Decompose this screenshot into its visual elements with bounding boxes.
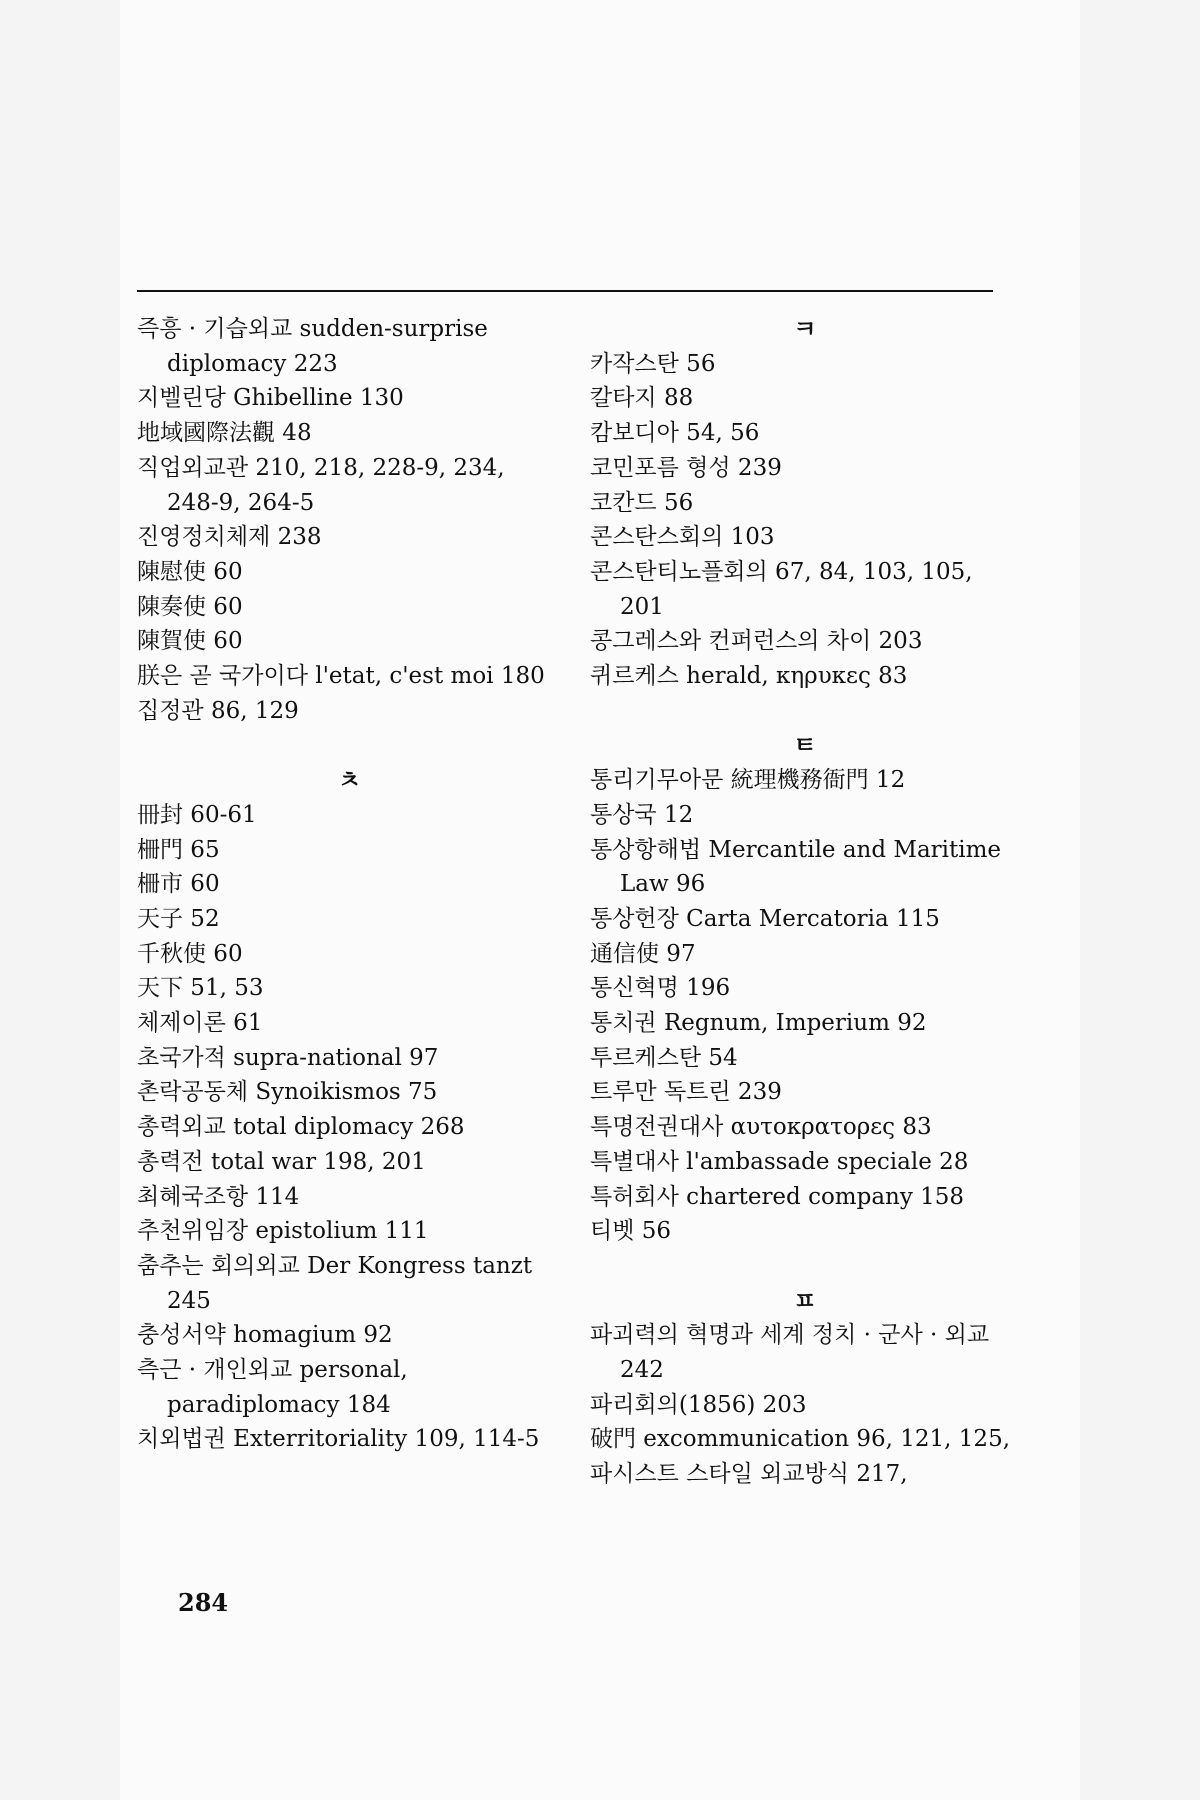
index-entry: 陳奏使 60 [137,593,243,620]
index-entry: 특허회사 chartered company 158 [590,1183,965,1210]
index-entry: 초국가적 supra-national 97 [137,1044,439,1071]
index-entry: 퀴르케스 herald, κηρυκες 83 [590,663,908,690]
index-entry: 지벨린당 Ghibelline 130 [137,385,404,412]
index-entry: 통리기무아문 統理機務衙門 12 [590,767,906,794]
index-entry: 通信使 97 [590,940,696,967]
index-entry: 총력외교 total diplomacy 268 [137,1114,465,1141]
index-entry: 朕은 곧 국가이다 l'etat, c'est moi 180 [137,663,545,690]
index-entry: 柵市 60 [137,871,220,898]
index-entry: 파시스트 스타일 외교방식 217, [590,1461,908,1488]
index-entry: 캄보디아 54, 56 [590,420,760,447]
index-entry: 최혜국조항 114 [137,1183,300,1210]
index-entry: 陳慰使 60 [137,558,243,585]
index-entry: 트루만 독트린 239 [590,1079,782,1106]
index-entry: 통치권 Regnum, Imperium 92 [590,1010,927,1037]
index-entry: 충성서약 homagium 92 [137,1322,393,1349]
index-entry: 天下 51, 53 [137,975,264,1002]
index-entry: 추천위임장 epistolium 111 [137,1218,429,1245]
index-entry: 통신혁명 196 [590,975,731,1002]
index-entry: 天子 52 [137,905,220,932]
index-entry: 콘스탄티노플회의 67, 84, 103, 105, 201 [590,558,973,620]
index-entry: 춤추는 회의외교 Der Kongress tanzt 245 [137,1252,533,1314]
index-entry: 파리회의(1856) 203 [590,1391,807,1418]
index-entry: 특명전권대사 αυτοκρατορες 83 [590,1114,932,1141]
index-entry: 투르케스탄 54 [590,1044,738,1071]
index-entry: 陳賀使 60 [137,628,243,655]
index-entry: 체제이론 61 [137,1010,263,1037]
index-entry: 치외법권 Exterritoriality 109, 114-5 [137,1426,540,1453]
index-entry: 코칸드 56 [590,489,694,516]
section-heading-pieup: ㅍ [793,1285,817,1315]
index-entry: 진영정치체제 238 [137,524,322,551]
index-entry: 地域國際法觀 48 [137,420,312,447]
index-entry: 측근 · 개인외교 personal, paradiplomacy 184 [137,1357,408,1418]
index-entry: 통상국 12 [590,801,694,828]
index-entry: 파괴력의 혁명과 세계 정치 · 군사 · 외교 242 [590,1322,990,1384]
index-entry: 콘스탄스회의 103 [590,524,775,551]
index-entry: 칼타지 88 [590,385,694,412]
top-rule [137,290,993,292]
index-entry: 콩그레스와 컨퍼런스의 차이 203 [590,628,923,655]
index-entry: 집정관 86, 129 [137,697,299,724]
index-entry: 冊封 60-61 [137,801,257,828]
section-heading-kieuk: ㅋ [793,314,817,343]
index-entry: 통상항해법 Mercantile and Maritime Law 96 [590,836,1002,898]
section-heading-tieut: ㅌ [793,730,817,760]
index-entry: 직업외교관 210, 218, 228-9, 234, 248-9, 264-5 [137,454,505,516]
index-entry: 촌락공동체 Synoikismos 75 [137,1079,438,1106]
index-entry: 破門 excommunication 96, 121, 125, [590,1426,1011,1453]
index-entry: 특별대사 l'ambassade speciale 28 [590,1148,969,1175]
index-entry: 통상헌장 Carta Mercatoria 115 [590,905,940,932]
index-entry: 柵門 65 [137,836,220,863]
index-entry: 코민포름 형성 239 [590,454,782,481]
section-heading-chieut: ㅊ [337,765,362,795]
index-entry: 총력전 total war 198, 201 [137,1148,426,1175]
index-entry: 카작스탄 56 [590,350,716,377]
index-entry: 티벳 56 [590,1218,672,1245]
right-column [590,312,1020,1492]
page-number: 284 [178,1588,229,1617]
index-entry: 즉흥 · 기습외교 sudden-surprise diplomacy 223 [137,316,488,377]
left-column [137,312,562,1457]
index-entry: 千秋使 60 [137,940,243,967]
